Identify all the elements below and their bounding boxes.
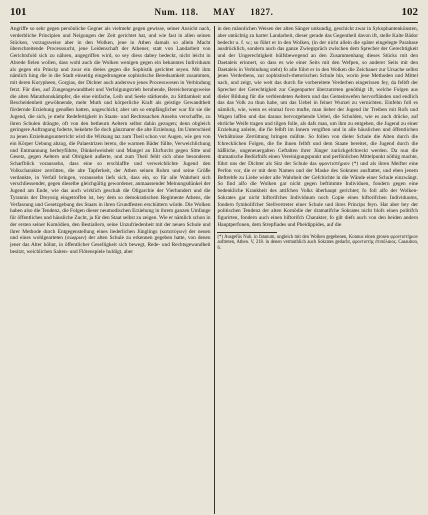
left-column-text: Angriffe so sehr gegen persönliche Gegner als vielmehr gegen gewisse, seiner Ansicht nach, verderbliche Principien und Neigungen der Zeit gerichtet hat, und wie fast in allen seinen Stücken, vorzugsweise aber in den Wolken, jene in Athen damals so allein Macht überschreitende Processsucht, jene Leidenschaft der Athener, statt von Landarbeit von Gerichtsfold sich zu nähren, angegriffen wird, so sey diess dabey bedeckt, nicht leicht in Abrede fielen wollen, dass wohl auch die Wolken wenigen gegen ein bekanntes Individuum als gegen ein Princip und zwar ein dreies gegen die Sophistik gerichtet seyen. Mit ihm nämlich hing die in die Stadt einseitig eingedrungene sophistische Beredsamkeit zusammen, mit deren Korypheen, Gorgias, der Dichter auch anderswo jenes Processwesen in Verbindung fetzt. Für dies, auf Zungengewandtheit und Verfolgungstrieb beruhende, Bereicherungsweise die alten Marathonskämpfer, die eine einfache, Leib und Seele stärkende, zu Sittlamkeit und Bescheidenheit gewöhnende, mehr Muth und körperliche Kraft als geistige Gewandtheit fördernde Erziehung genoßen hatten, ungeschickt; aber um so empfänglicher war für sie die Jugend, die sich, je mehr Redefertigkeit in Staats- und Rechtssachen Ansehn verschaffte, zu ihren Schulen drängte, oft von den betheurn Aeltern selbst dahin gezogen; denn obgleich geringere Auftragung foderte, bekehrte fie doch gänzmarer die alte Erziehung. Im Unterschied zu jenen Erziehungsunterricht wird die Wirkung taz zum Theil schon vor Augen, wie gen von ein Körper Uebung abzog, die Palaestrizen lereto, die warmen Bäder füllte, Verweichlichung und Entmannung herbeyführte, Dünkelweisheit und Mangel an Ehrfurcht gegen Sitte und Gesetz, gegen Aeltern und Obrigkeit außerte, und zum Theil fehlt sich ohne besonderen Scharfblick voraussehn, dass eine so erschlaffte und verweichlichte Jugend den Volkscharakter zerrütten, die alte Tapferkeit, der Athen seinen Ruhm und seine Größe verdankte, in Verfall bringen, voraussehn liefs sich, dass ein, so für alle Wahrheit sich verschliessender, gegen dieselbe gleichgültig gewordener, anmaassender Meinungsdünkel der Jugend am Ende, wie das auch wirklich geschah die Oligarchie der Vierhundert und die Tyrannis der Dreyssig eingetroffen ist, bey dem so demokratischen Regimente Athens, die Verfassung und Gesetzgebung des Staats in ihren Grundfesten erschüttern würde. Die Wolken haben also die Tendenz, die Folgen dieser neumodischen Erziehung in ihrem ganzen Umfange für öffentliches und häusliche Zucht, ja für den Staat selbst zu zeigen. Wie er nämlich schon in der ersten seiner Komödien, den Bestiallern, seine Unzufriedenheit mit der neuen Schule und ihrer Methode durch Entgegenstellung eines liederlichen Jünglings (κατατύγων) der neuen und eines wohlgearteten (σώφρων) der alten Schule zu erkennen gegeben hatte, von denen jener das Alter höhnt, in öffentlicher Geselligkeit sich bewegt, Rede- und Rechtsgewandheit besitzt, weichlichen Saiten- und Flötenspiele huldigt, aber <box>10 26 211 255</box>
footnote-rule <box>217 232 277 233</box>
header-rule <box>10 22 418 23</box>
issue-year: 1827. <box>250 7 274 17</box>
issue-line <box>27 7 402 17</box>
column-divider <box>214 26 215 514</box>
issue-month: MAY <box>213 7 236 17</box>
right-column <box>217 26 418 514</box>
left-column <box>10 26 211 514</box>
footnote: (*) Ausgefüs Nub. in fatanum, ungleich mit den Wolken gegebenen, Konnus einen grosen φροντιστήριον auftreten, Athen. V, 218. in denen vermuthlich auch Sokrates gedacht, φροντιστής ἐπιπόλαιος. Casaubon, 6. <box>217 234 418 252</box>
issue-number: Num. 118. <box>154 7 199 17</box>
page-header <box>10 6 418 20</box>
page-number-right: 102 <box>401 6 418 18</box>
text-columns <box>10 26 418 514</box>
page-number-left: 101 <box>10 6 27 18</box>
right-column-text: in den männlichen Weisen der alten Sänger unkundig, geschickt zwar in Sykophantenkünsten, aber untüchtig zu harter Landarbeit, dieser gerade das Gegentheil davon ift, stelle Kalte Bädor bedecht u. f. w.; so führt er in den Wolken, (in der nicht allein die später eingelegte Parabase ausdrücklich, sondern auch das ganze Zwiegspräch zwischen dem Sprecher der Gerechtigkeit und der Ungerechtigkeit hülfsbewegend an den Zusammenhang dieses Stücks mit den Daetaleis erinnert, so dass es wie einer Seits mit den Wefpen, so anderer Seits mit den Daetaleis in Verbindung steht) fo alle führt er in den Wolken die Zeichauer zur Ursache selbst jenes Verderbens, zur sophistisch-rhetorischen Schule hin, worin jene Methoden und Mittel nach, und zeigt, wie weit das durch fie vorbereitete Verderben eingerissen fey, da felbft der Sprecher der Gerechtigkeit zur Gegenparter überzutreten genöthigt ift, welche Folgen aus dieler Bildung für die verblendeten Aeltern und das Gemeinwefen hervorfländen und endlich das das Volk zu thun habe, um das Uebel in feiner Wurzel zu vernichten. Einfehn foll es nämlich, wie, wenn es einmal fovo mufte, man lieber der Jugend ihr Treiben mit Rofs und Wagen laffen und das daraus hervorgehende Uebel, die Schulden, wie es auch drücke, auf ehrliche Weife tragen und tilgen folle, als dafs man, um ihm zu entgehen, die Jugend zu einer Erziehung anleite, die fie felbft im Innern vergiften und in alle häuslichen und öffentlichen Verhältnisse Zerrüttung bringen müfste. So follen von dieler Schule die Alten durch die fchrecklichen Folgen, die fie ihnen felbft und dem Staate bereitet, die Jugend durch die häßliche, ungeneuergalten Geftalten ihrer Jünger zurückgefchreckt werden. Da nun die dramatische Bedürfnifs einen Vereinigungspunkt und perfönlichen Mittelpunkt nöthig machte, führt uns der Dichter als Sitz der Schule das φροντιστήριον (*) und als ihren Meifter eine Perfon vor, die er mit dem Namen und der Maske des Sokrates ausftattet, und eben jenem Beftrebfe zu Liebe wider alle Wahrheit der Gefchichte in die Wände einer Schule einzwängt. So find alfo die Wolken gar nicht gegen beftimmte Individuen, fondern gegen eine bedenkliche Krankheit des attifchen Volks überhaupt gerichtet; fo foll alfo der Wolken-Sokrates gar nicht hiftorifches Individuum noch Copie eines hiftorifchen Individuums, fondern fymbolifcher Stellvertreter einer Schule und ihres Princips feyn. Hat aber bey der politischen Tendenz der alten Komödie der dramatifche Sokrates nicht blofs einen politifch figurirten, fondern auch einen hiftorifch Charakter, fo gilt diefs auch von den beiden andern Hauptperfonen, dem Strepfiades und Pheidippides, auf die <box>217 26 418 228</box>
